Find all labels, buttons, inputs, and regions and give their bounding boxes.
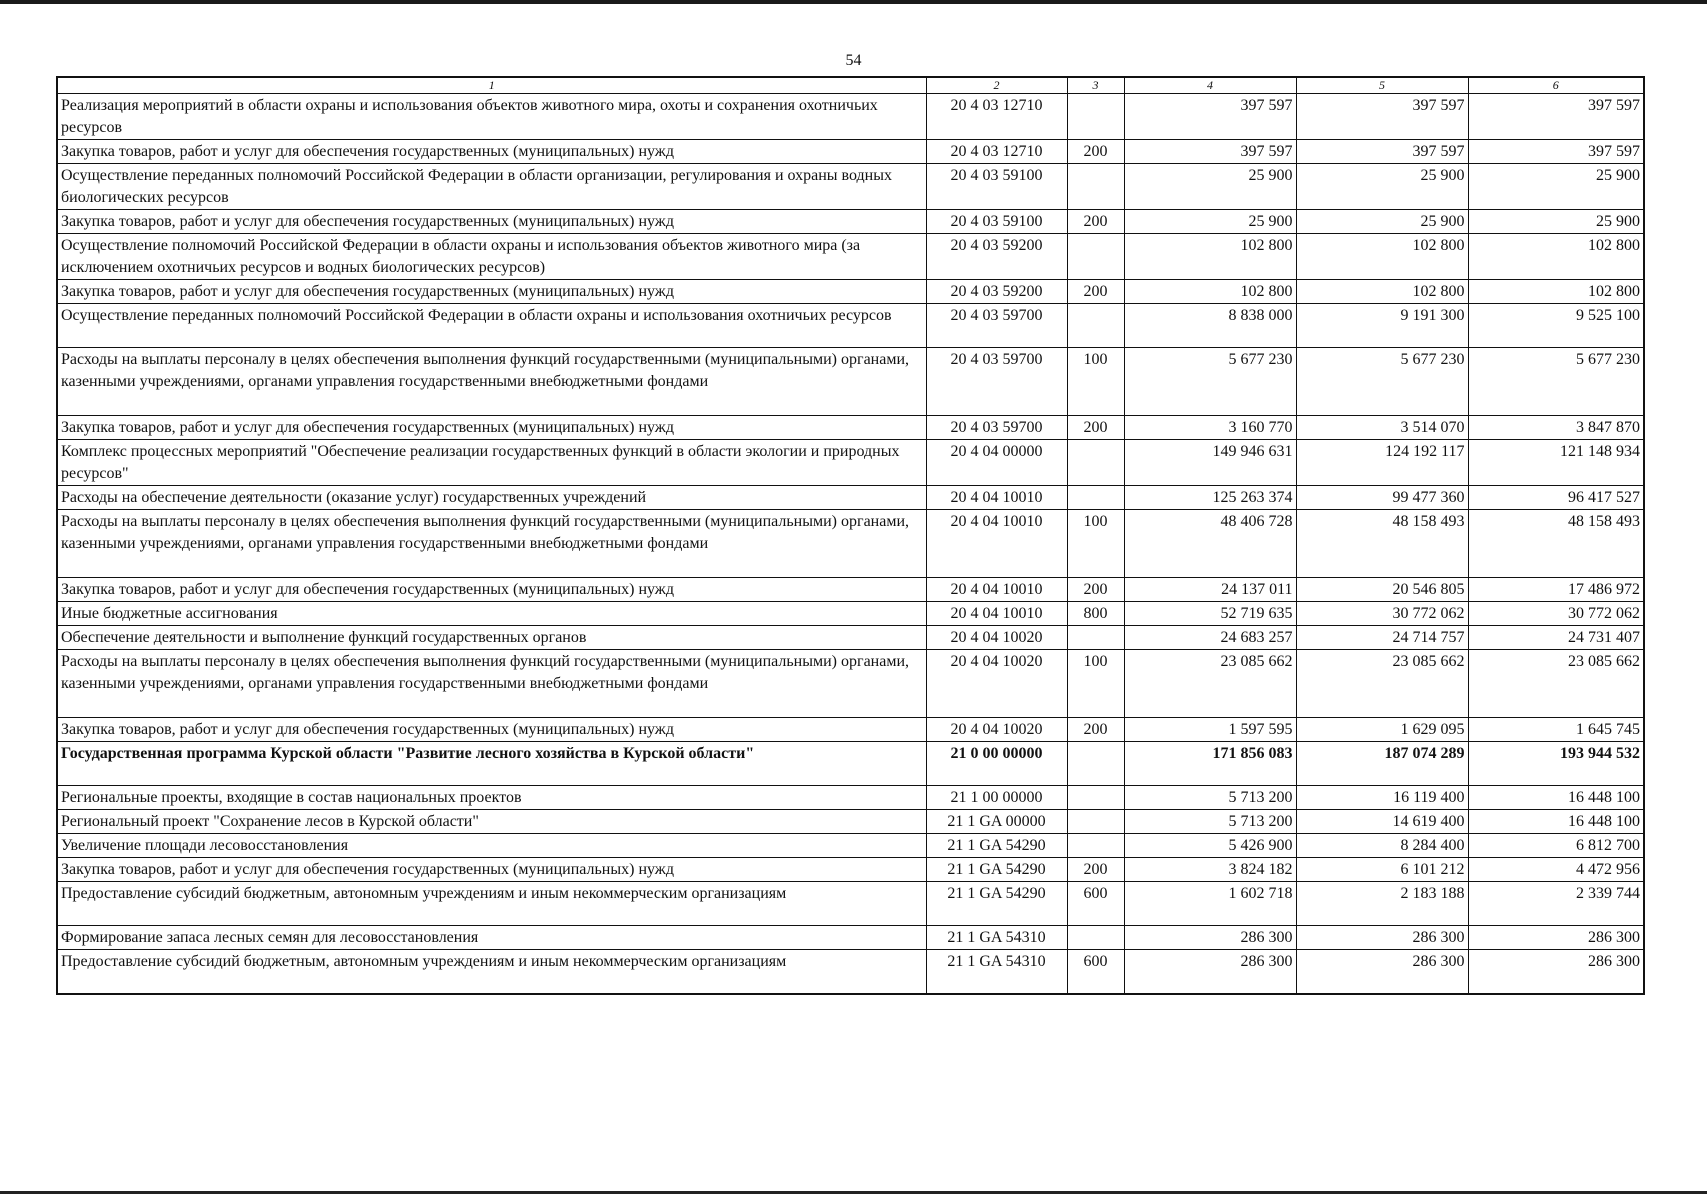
row-value-year3: 4 472 956 (1468, 858, 1644, 882)
row-value-year3: 121 148 934 (1468, 440, 1644, 486)
row-value-year1: 24 683 257 (1124, 626, 1296, 650)
row-name: Иные бюджетные ассигнования (57, 602, 926, 626)
table-row (57, 742, 1644, 786)
table-row (57, 858, 1644, 882)
row-code: 20 4 03 59700 (926, 348, 1067, 416)
row-kvr: 200 (1067, 578, 1124, 602)
row-value-year2: 1 629 095 (1296, 718, 1468, 742)
row-value-year3: 17 486 972 (1468, 578, 1644, 602)
row-kvr: 200 (1067, 718, 1124, 742)
row-name: Увеличение площади лесовосстановления (57, 834, 926, 858)
row-kvr (1067, 234, 1124, 280)
row-value-year1: 5 713 200 (1124, 786, 1296, 810)
row-value-year2: 14 619 400 (1296, 810, 1468, 834)
row-value-year2: 23 085 662 (1296, 650, 1468, 718)
row-code: 20 4 03 12710 (926, 94, 1067, 140)
row-code: 20 4 04 10010 (926, 510, 1067, 578)
table-row (57, 94, 1644, 140)
row-value-year1: 5 713 200 (1124, 810, 1296, 834)
table-row (57, 416, 1644, 440)
row-kvr (1067, 626, 1124, 650)
row-value-year3: 286 300 (1468, 926, 1644, 950)
row-value-year2: 397 597 (1296, 94, 1468, 140)
row-code: 21 1 GA 54290 (926, 858, 1067, 882)
row-value-year2: 9 191 300 (1296, 304, 1468, 348)
row-value-year1: 397 597 (1124, 94, 1296, 140)
row-value-year1: 8 838 000 (1124, 304, 1296, 348)
row-name: Предоставление субсидий бюджетным, автономным учреждениям и иным некоммерческим организациям (57, 882, 926, 926)
row-value-year1: 286 300 (1124, 950, 1296, 994)
row-code: 21 1 GA 54290 (926, 834, 1067, 858)
row-name: Расходы на обеспечение деятельности (оказание услуг) государственных учреждений (57, 486, 926, 510)
row-name: Расходы на выплаты персоналу в целях обеспечения выполнения функций государственными (муниципальными) органами, казенными учреждениями, органами управления государственными внебюджетными фондами (57, 650, 926, 718)
header-col-4: 4 (1124, 77, 1296, 94)
row-value-year3: 25 900 (1468, 210, 1644, 234)
row-code: 20 4 03 59100 (926, 164, 1067, 210)
row-value-year2: 24 714 757 (1296, 626, 1468, 650)
row-value-year1: 286 300 (1124, 926, 1296, 950)
row-name: Осуществление переданных полномочий Российской Федерации в области охраны и использования охотничьих ресурсов (57, 304, 926, 348)
row-value-year3: 3 847 870 (1468, 416, 1644, 440)
row-name: Обеспечение деятельности и выполнение функций государственных органов (57, 626, 926, 650)
table-row (57, 304, 1644, 348)
row-value-year3: 193 944 532 (1468, 742, 1644, 786)
row-kvr (1067, 486, 1124, 510)
table-body (57, 94, 1644, 994)
row-value-year1: 52 719 635 (1124, 602, 1296, 626)
row-code: 20 4 04 10020 (926, 626, 1067, 650)
row-value-year2: 6 101 212 (1296, 858, 1468, 882)
row-value-year2: 25 900 (1296, 164, 1468, 210)
row-value-year1: 3 160 770 (1124, 416, 1296, 440)
row-value-year3: 24 731 407 (1468, 626, 1644, 650)
scan-top-edge (0, 0, 1707, 4)
row-name: Предоставление субсидий бюджетным, автономным учреждениям и иным некоммерческим организациям (57, 950, 926, 994)
row-value-year2: 5 677 230 (1296, 348, 1468, 416)
row-value-year1: 397 597 (1124, 140, 1296, 164)
row-kvr: 200 (1067, 858, 1124, 882)
table-row (57, 234, 1644, 280)
row-kvr (1067, 810, 1124, 834)
row-value-year2: 16 119 400 (1296, 786, 1468, 810)
table-row (57, 786, 1644, 810)
row-value-year3: 16 448 100 (1468, 786, 1644, 810)
row-value-year1: 1 602 718 (1124, 882, 1296, 926)
row-value-year3: 397 597 (1468, 140, 1644, 164)
row-value-year2: 187 074 289 (1296, 742, 1468, 786)
row-name: Региональные проекты, входящие в состав национальных проектов (57, 786, 926, 810)
table-row (57, 950, 1644, 994)
row-value-year1: 5 677 230 (1124, 348, 1296, 416)
row-value-year3: 286 300 (1468, 950, 1644, 994)
header-col-3: 3 (1067, 77, 1124, 94)
row-value-year1: 5 426 900 (1124, 834, 1296, 858)
row-value-year3: 48 158 493 (1468, 510, 1644, 578)
row-code: 21 1 00 00000 (926, 786, 1067, 810)
scan-bottom-edge (0, 1191, 1707, 1194)
row-code: 20 4 03 59200 (926, 280, 1067, 304)
header-col-1: 1 (57, 77, 926, 94)
row-kvr: 200 (1067, 140, 1124, 164)
row-value-year3: 397 597 (1468, 94, 1644, 140)
row-value-year1: 171 856 083 (1124, 742, 1296, 786)
row-name: Расходы на выплаты персоналу в целях обеспечения выполнения функций государственными (муниципальными) органами, казенными учреждениями, органами управления государственными внебюджетными фондами (57, 348, 926, 416)
row-kvr (1067, 786, 1124, 810)
row-name: Закупка товаров, работ и услуг для обеспечения государственных (муниципальных) нужд (57, 416, 926, 440)
row-value-year3: 6 812 700 (1468, 834, 1644, 858)
row-value-year2: 124 192 117 (1296, 440, 1468, 486)
row-value-year1: 25 900 (1124, 164, 1296, 210)
row-value-year1: 1 597 595 (1124, 718, 1296, 742)
row-value-year3: 102 800 (1468, 280, 1644, 304)
table-row (57, 926, 1644, 950)
row-name: Закупка товаров, работ и услуг для обеспечения государственных (муниципальных) нужд (57, 140, 926, 164)
row-kvr (1067, 742, 1124, 786)
row-kvr: 200 (1067, 210, 1124, 234)
budget-table (56, 76, 1645, 995)
row-name: Формирование запаса лесных семян для лесовосстановления (57, 926, 926, 950)
row-kvr: 100 (1067, 510, 1124, 578)
table-row (57, 626, 1644, 650)
row-kvr (1067, 304, 1124, 348)
page-number: 54 (845, 52, 862, 69)
row-value-year1: 48 406 728 (1124, 510, 1296, 578)
row-value-year3: 30 772 062 (1468, 602, 1644, 626)
table-row (57, 164, 1644, 210)
table-row (57, 348, 1644, 416)
row-name: Закупка товаров, работ и услуг для обеспечения государственных (муниципальных) нужд (57, 210, 926, 234)
row-value-year2: 30 772 062 (1296, 602, 1468, 626)
row-value-year2: 2 183 188 (1296, 882, 1468, 926)
row-name: Закупка товаров, работ и услуг для обеспечения государственных (муниципальных) нужд (57, 858, 926, 882)
row-value-year1: 25 900 (1124, 210, 1296, 234)
row-value-year1: 149 946 631 (1124, 440, 1296, 486)
row-name: Государственная программа Курской области "Развитие лесного хозяйства в Курской области" (57, 742, 926, 786)
row-code: 20 4 03 59700 (926, 304, 1067, 348)
row-code: 21 1 GA 54290 (926, 882, 1067, 926)
row-value-year2: 8 284 400 (1296, 834, 1468, 858)
row-code: 20 4 04 10010 (926, 578, 1067, 602)
row-value-year1: 24 137 011 (1124, 578, 1296, 602)
header-col-2: 2 (926, 77, 1067, 94)
table-row (57, 510, 1644, 578)
row-value-year2: 25 900 (1296, 210, 1468, 234)
table-row (57, 834, 1644, 858)
table-row (57, 718, 1644, 742)
row-value-year1: 102 800 (1124, 234, 1296, 280)
row-kvr (1067, 94, 1124, 140)
row-code: 20 4 03 59200 (926, 234, 1067, 280)
table-row (57, 440, 1644, 486)
row-value-year3: 1 645 745 (1468, 718, 1644, 742)
row-kvr: 100 (1067, 348, 1124, 416)
row-code: 20 4 03 59700 (926, 416, 1067, 440)
table-row (57, 602, 1644, 626)
row-name: Закупка товаров, работ и услуг для обеспечения государственных (муниципальных) нужд (57, 578, 926, 602)
row-value-year1: 23 085 662 (1124, 650, 1296, 718)
row-value-year1: 3 824 182 (1124, 858, 1296, 882)
row-code: 20 4 04 10020 (926, 650, 1067, 718)
row-value-year3: 16 448 100 (1468, 810, 1644, 834)
row-value-year2: 286 300 (1296, 926, 1468, 950)
row-value-year3: 25 900 (1468, 164, 1644, 210)
row-code: 20 4 04 00000 (926, 440, 1067, 486)
header-col-6: 6 (1468, 77, 1644, 94)
row-kvr: 600 (1067, 882, 1124, 926)
table-row (57, 810, 1644, 834)
row-name: Осуществление полномочий Российской Федерации в области охраны и использования объектов животного мира (за исключением охотничьих ресурсов и водных биологических ресурсов) (57, 234, 926, 280)
row-kvr: 200 (1067, 280, 1124, 304)
row-value-year2: 20 546 805 (1296, 578, 1468, 602)
row-code: 21 1 GA 00000 (926, 810, 1067, 834)
row-value-year3: 5 677 230 (1468, 348, 1644, 416)
row-value-year2: 286 300 (1296, 950, 1468, 994)
row-kvr: 100 (1067, 650, 1124, 718)
table-row (57, 140, 1644, 164)
row-value-year2: 397 597 (1296, 140, 1468, 164)
table-row (57, 882, 1644, 926)
header-col-5: 5 (1296, 77, 1468, 94)
row-value-year3: 2 339 744 (1468, 882, 1644, 926)
row-value-year3: 102 800 (1468, 234, 1644, 280)
row-value-year2: 99 477 360 (1296, 486, 1468, 510)
row-code: 20 4 04 10010 (926, 602, 1067, 626)
row-name: Закупка товаров, работ и услуг для обеспечения государственных (муниципальных) нужд (57, 280, 926, 304)
table-row (57, 650, 1644, 718)
row-name: Расходы на выплаты персоналу в целях обеспечения выполнения функций государственными (муниципальными) органами, казенными учреждениями, органами управления государственными внебюджетными фондами (57, 510, 926, 578)
row-value-year1: 125 263 374 (1124, 486, 1296, 510)
row-name: Комплекс процессных мероприятий "Обеспечение реализации государственных функций в области экологии и природных ресурсов" (57, 440, 926, 486)
table-row (57, 486, 1644, 510)
header-row (57, 77, 1644, 94)
table-row (57, 578, 1644, 602)
table-header (57, 77, 1644, 94)
row-code: 20 4 04 10020 (926, 718, 1067, 742)
row-kvr (1067, 926, 1124, 950)
row-value-year3: 96 417 527 (1468, 486, 1644, 510)
row-kvr: 800 (1067, 602, 1124, 626)
row-value-year3: 23 085 662 (1468, 650, 1644, 718)
row-kvr: 200 (1067, 416, 1124, 440)
row-code: 21 1 GA 54310 (926, 926, 1067, 950)
table-row (57, 280, 1644, 304)
row-code: 20 4 03 59100 (926, 210, 1067, 234)
table-row (57, 210, 1644, 234)
row-value-year2: 102 800 (1296, 234, 1468, 280)
row-value-year2: 48 158 493 (1296, 510, 1468, 578)
row-kvr (1067, 440, 1124, 486)
row-kvr: 600 (1067, 950, 1124, 994)
row-value-year2: 102 800 (1296, 280, 1468, 304)
row-code: 21 0 00 00000 (926, 742, 1067, 786)
row-name: Осуществление переданных полномочий Российской Федерации в области организации, регулирования и охраны водных биологических ресурсов (57, 164, 926, 210)
row-code: 20 4 03 12710 (926, 140, 1067, 164)
row-value-year1: 102 800 (1124, 280, 1296, 304)
row-value-year3: 9 525 100 (1468, 304, 1644, 348)
row-name: Закупка товаров, работ и услуг для обеспечения государственных (муниципальных) нужд (57, 718, 926, 742)
row-value-year2: 3 514 070 (1296, 416, 1468, 440)
row-kvr (1067, 164, 1124, 210)
row-code: 21 1 GA 54310 (926, 950, 1067, 994)
row-kvr (1067, 834, 1124, 858)
row-name: Региональный проект "Сохранение лесов в Курской области" (57, 810, 926, 834)
row-code: 20 4 04 10010 (926, 486, 1067, 510)
row-name: Реализация мероприятий в области охраны и использования объектов животного мира, охоты и сохранения охотничьих ресурсов (57, 94, 926, 140)
